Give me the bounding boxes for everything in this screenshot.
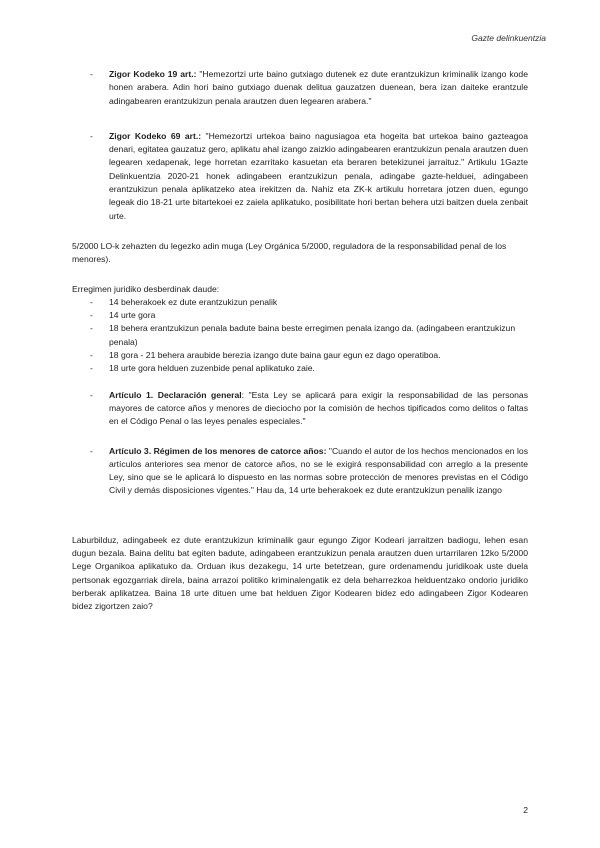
list-item-articulo-3 xyxy=(72,445,528,498)
item-text: : "Esta Ley se aplicará para exigir la responsabilidad de las personas mayores de catorce años y menores de dieciocho por la comisión de hechos tipificados como delitos o faltas en el Código Penal o las leyes penales especiales." xyxy=(109,389,528,427)
item-text: "Cuando el autor de los hechos mencionados en los artículos anteriores sea menor de catorce años, no se le exigirá responsabilidad con arreglo a la presente Ley, sino que se le aplicará lo dispuesto en las normas sobre protección de menores previstas en el Código Civil y demás disposiciones vigentes." Hau da, 14 urte beherakoek ez dute erantzukizun penalik izango xyxy=(109,445,528,496)
list-item: - 14 urte gora xyxy=(72,309,528,322)
paragraph-regimes-intro: Erregimen juridiko desberdinak daude: xyxy=(72,283,220,294)
list-item-zigor-kodeko-69 xyxy=(72,130,528,223)
item-text: "Hemezortzi urte baino gutxiago dutenek ez dute erantzukizun kriminalik izango kode honen arabera. Adin hori baino gutxiago duenak delitua gauzatzen duenean, bera izan daiteke erantzule adingabearen erantzukizun penala arautzen duen legearen arabera." xyxy=(109,69,528,106)
paragraph-conclusion: Laburbilduz, adingabeek ez dute erantzukizun kriminalik gaur egungo Zigor Kodeari jarraitzen badiogu, lehen esan dugun bezala. Baina delitu bat egiten badute, adingabeen erantzukizun penala arautzen duen urtarrilaren 12ko 5/2000 Lege Organikoa aplikatuko da. Orduan ikus dezakegu, 14 urte betetzean, gure ordenamendu juridikoak uste duela pertsonak egozgarriak direla, baina arrazoi politiko kriminalengatik ez dela beharrezkoa helduentzako ondorio juridiko berberak aplikatzea. Baina 18 urte dituen ume bat helduen Zigor Kodearen bidez edo adingabeen Zigor Kodearen bidez zigortzen zaio? xyxy=(72,534,528,612)
item-label: Artículo 1. Declaración general xyxy=(109,389,242,400)
list-item: - 18 urte gora helduen zuzenbide penal aplikatuko zaie. xyxy=(72,362,528,375)
running-header: Gazte delinkuentzia xyxy=(471,33,546,43)
item-label: Zigor Kodeko 19 art.: xyxy=(109,69,197,79)
item-label: Artículo 3. Régimen de los menores de catorce años: xyxy=(109,445,327,456)
list-item: - 14 beherakoek ez dute erantzukizun penalik xyxy=(72,296,528,309)
item-label: Zigor Kodeko 69 art.: xyxy=(109,130,202,141)
list-item: - 18 behera erantzukizun penala badute baina beste erregimen penala izango da. (adingabeen erantzukizun penala) xyxy=(72,322,528,349)
page-body xyxy=(72,68,528,614)
list-item-articulo-1 xyxy=(72,389,528,429)
page-number: 2 xyxy=(523,805,528,815)
item-text: "Hemezortzi urtekoa baino nagusiagoa eta hogeita bat urtekoa baino gazteagoa denari, egitatea gauzatuz gero, aplikatu ahal izango zaizkio adingabearen erantzukizun penala arautzen duen legearen xedapenak, lege horretan ezarritako kasuetan eta beraren betekizunei jarraituz." Artikulu 1Gazte Delinkuentzia 2020-21 honek adingabeen erantzukizun penala, adingabe gazte-helduei, adingabeen erantzukizun penala aplikatzeko atea irekitzen da. Nahiz eta ZK-k artikulu horretara jotzen duen, egungo legeak dio 18-21 urte bitartekoei ez zaiela aplikatuko, posibilitate hori bertan behera utzi baitzen duela zenbait urte. xyxy=(109,130,528,221)
list-item-zigor-kodeko-19 xyxy=(72,68,528,108)
paragraph-lo-limit: 5/2000 LO-k zehazten du legezko adin muga (Ley Orgánica 5/2000, reguladora de la responsabilidad penal de los menores). xyxy=(72,240,507,265)
list-item: - 18 gora - 21 behera araubide berezia izango dute baina gaur egun ez dago operatiboa. xyxy=(72,349,528,362)
regimes-list xyxy=(72,296,528,376)
